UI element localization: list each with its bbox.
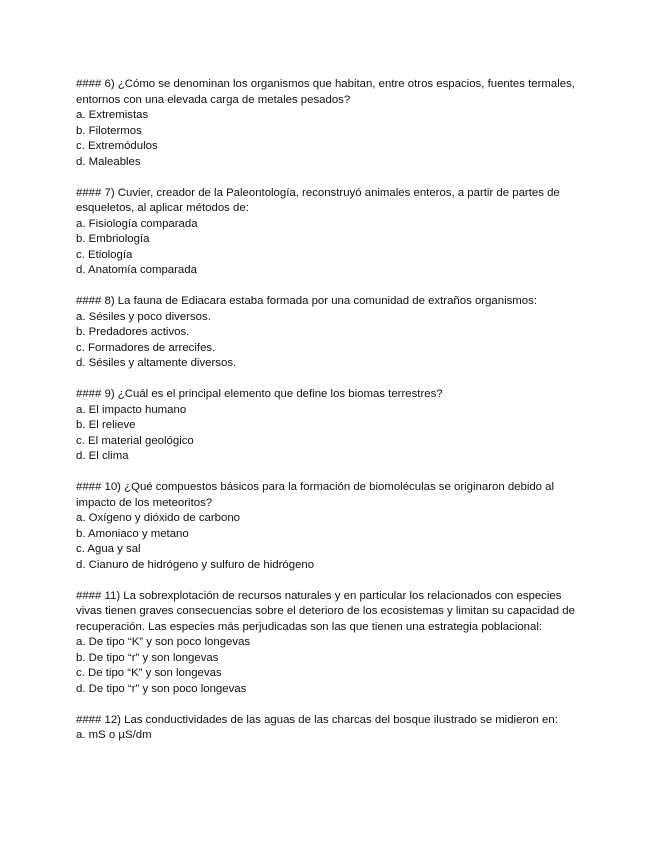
option-b: b. Predadores activos.	[76, 326, 190, 338]
question-text: #### 12) Las conductividades de las aguas de las charcas del bosque ilustrado se midieron en:	[76, 713, 558, 726]
option-c: c. Agua y sal	[76, 543, 141, 555]
option-b: b. Amoniaco y metano	[76, 527, 189, 540]
question-6	[76, 77, 586, 170]
question-9	[76, 387, 586, 465]
question-12	[76, 713, 586, 744]
option-d: d. Anatomía comparada	[76, 264, 197, 276]
question-text: #### 9) ¿Cuál es el principal elemento que define los biomas terrestres?	[76, 388, 443, 400]
option-c: c. El material geológico	[76, 434, 194, 447]
question-text: #### 8) La fauna de Ediacara estaba formada por una comunidad de extraños organismos:	[76, 295, 537, 307]
option-a: a. Fisiología comparada	[76, 217, 198, 230]
option-a: a. Oxígeno y dióxido de carbono	[76, 512, 241, 524]
question-7	[76, 186, 586, 279]
document-page	[76, 77, 586, 759]
option-d: d. Cianuro de hidrógeno y sulfuro de hidrógeno	[76, 558, 315, 571]
question-text: #### 7) Cuvier, creador de la Paleontología, reconstruyó animales enteros, a partir de partes de esqueletos, al aplicar métodos de:	[76, 186, 560, 214]
option-a: a. De tipo “K” y son poco longevas	[76, 636, 251, 648]
option-d: d. El clima	[76, 450, 129, 462]
option-list	[76, 403, 586, 465]
option-d: d. De tipo “r” y son poco longevas	[76, 682, 247, 695]
question-text: #### 6) ¿Cómo se denominan los organismos que habitan, entre otros espacios, fuentes termales, entornos con una elevada carga de metales pesados?	[76, 78, 575, 106]
option-c: c. De tipo “K” y son longevas	[76, 667, 222, 679]
option-list	[76, 728, 586, 744]
option-b: b. De tipo “r” y son longevas	[76, 651, 219, 664]
option-a: a. Sésiles y poco diversos.	[76, 310, 211, 323]
option-b: b. Embriología	[76, 233, 150, 245]
option-a: a. Extremistas	[76, 109, 149, 121]
option-d: d. Maleables	[76, 155, 141, 168]
option-c: c. Etiología	[76, 248, 133, 261]
option-a: a. mS o µS/dm	[76, 729, 152, 741]
question-text: #### 10) ¿Qué compuestos básicos para la formación de biomoléculas se originaron debido al impacto de los meteoritos?	[76, 481, 555, 509]
question-10	[76, 480, 586, 573]
option-list	[76, 108, 586, 170]
option-list	[76, 217, 586, 279]
option-b: b. El relieve	[76, 419, 136, 431]
option-c: c. Formadores de arrecifes.	[76, 341, 216, 354]
option-c: c. Extremódulos	[76, 140, 158, 152]
question-text: #### 11) La sobrexplotación de recursos naturales y en particular los relacionados con especies vivas tienen graves consecuencias sobre el deterioro de los ecosistemas y limitan su capacidad de recuperación. Las especies más perjudicadas son las que tienen una estrategia poblacional:	[76, 589, 575, 633]
option-b: b. Filotermos	[76, 124, 142, 137]
option-a: a. El impacto humano	[76, 403, 187, 416]
question-11	[76, 589, 586, 698]
option-list	[76, 635, 586, 697]
option-list	[76, 511, 586, 573]
option-d: d. Sésiles y altamente diversos.	[76, 357, 237, 369]
option-list	[76, 310, 586, 372]
question-8	[76, 294, 586, 372]
